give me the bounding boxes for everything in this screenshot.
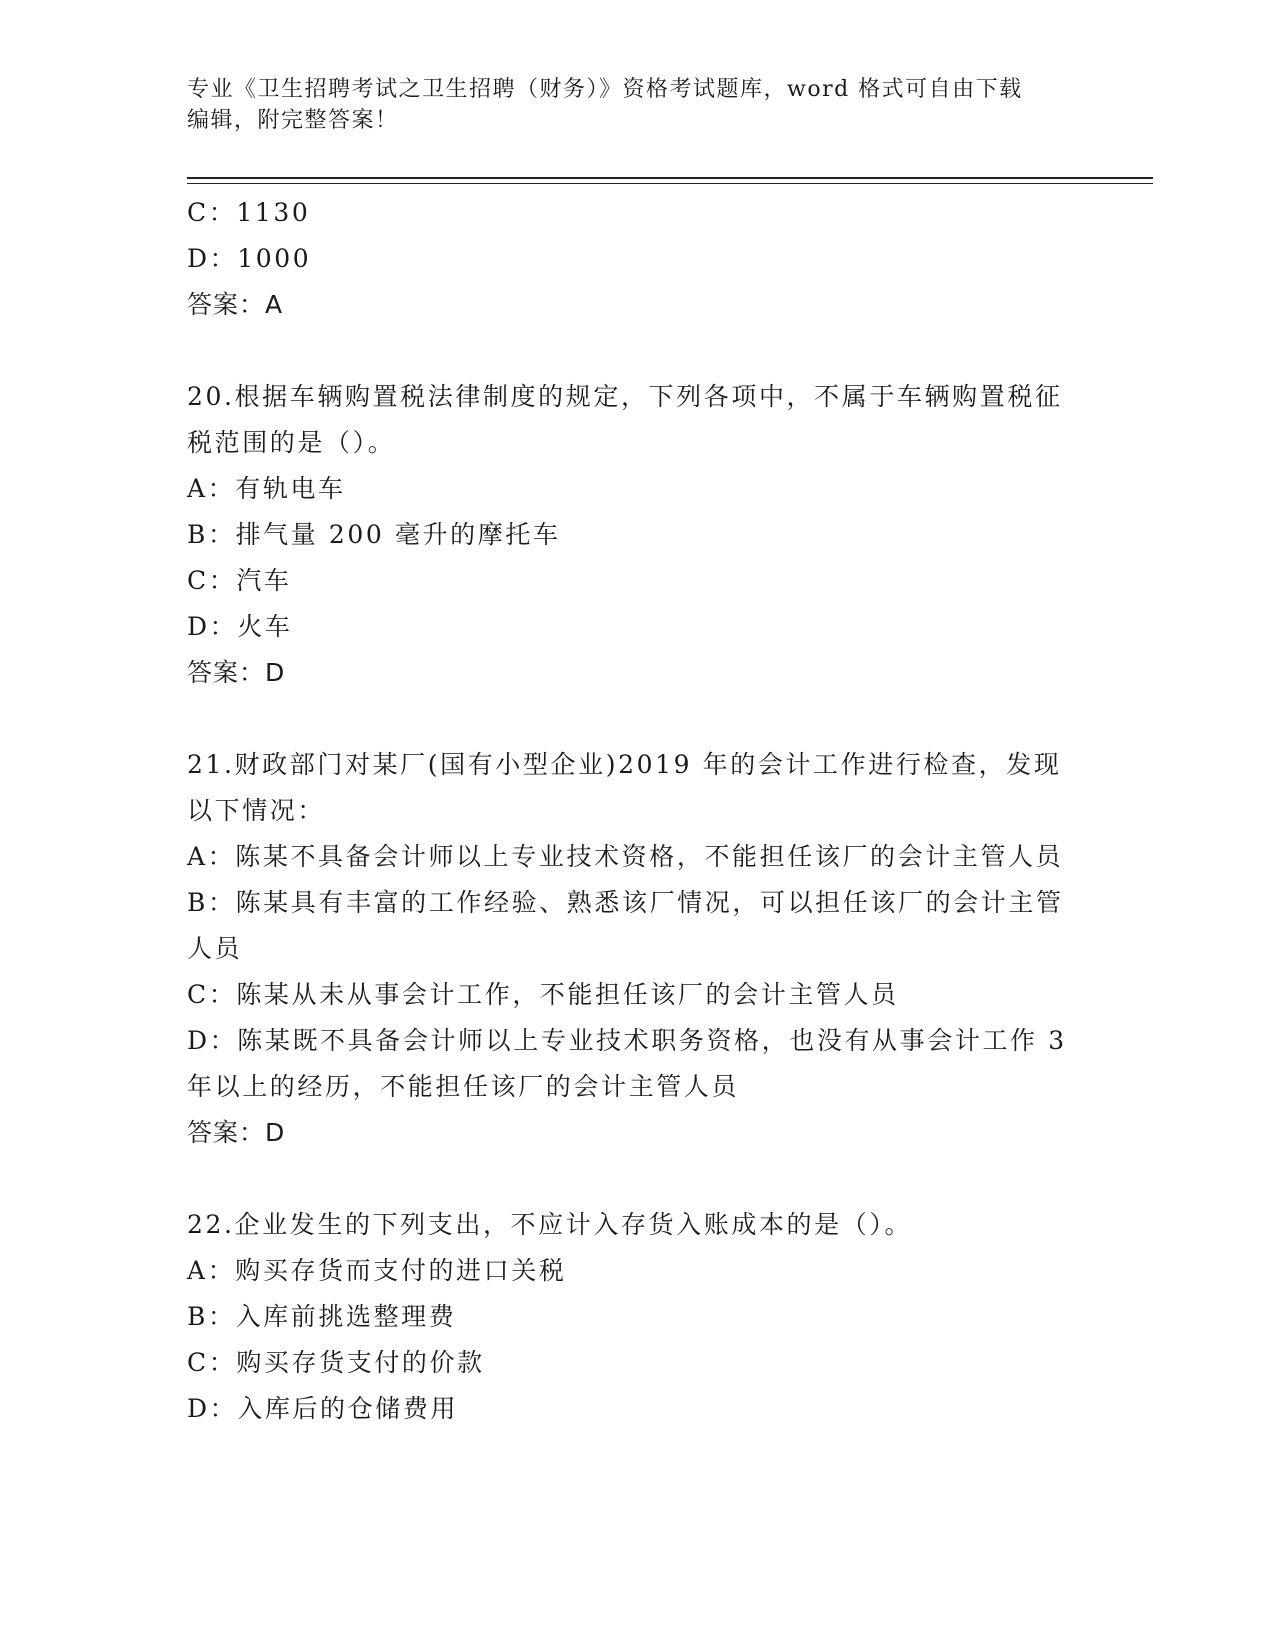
answer: 答案：D xyxy=(187,1118,286,1147)
header-line-2: 编辑，附完整答案！ xyxy=(187,108,399,133)
question-22 xyxy=(187,1202,1087,1432)
option-d: D：入库后的仓储费用 xyxy=(187,1394,459,1423)
answer: 答案：D xyxy=(187,658,286,687)
header-divider-thick xyxy=(187,177,1153,179)
option-d: D：1000 xyxy=(187,244,312,273)
question-stem: 20.根据车辆购置税法律制度的规定，下列各项中，不属于车辆购置税征税范围的是（）。 xyxy=(187,382,1063,457)
option-c: C：陈某从未从事会计工作，不能担任该厂的会计主管人员 xyxy=(187,980,899,1009)
option-c: C：1130 xyxy=(187,198,311,227)
option-b: B：排气量 200 毫升的摩托车 xyxy=(187,520,561,549)
question-stem: 21.财政部门对某厂(国有小型企业)2019 年的会计工作进行检查，发现以下情况： xyxy=(187,750,1062,825)
option-d: D：陈某既不具备会计师以上专业技术职务资格，也没有从事会计工作 3 年以上的经历，不能担任该厂的会计主管人员 xyxy=(187,1026,1067,1101)
header-line-1: 专业《卫生招聘考试之卫生招聘（财务）》资格考试题库，word 格式可自由下载 xyxy=(187,77,1023,102)
option-c: C：购买存货支付的价款 xyxy=(187,1348,485,1377)
question-20 xyxy=(187,374,1087,696)
question-stem: 22.企业发生的下列支出，不应计入存货入账成本的是（）。 xyxy=(187,1210,913,1239)
option-a: A：陈某不具备会计师以上专业技术资格，不能担任该厂的会计主管人员 xyxy=(187,842,1064,871)
option-b: B：入库前挑选整理费 xyxy=(187,1302,457,1331)
question-19-tail xyxy=(187,190,1087,328)
option-c: C：汽车 xyxy=(187,566,292,595)
option-d: D：火车 xyxy=(187,612,293,641)
document-body xyxy=(187,190,1087,1432)
option-a: A：购买存货而支付的进口关税 xyxy=(187,1256,567,1285)
document-header xyxy=(187,74,1087,136)
header-divider-thin xyxy=(187,183,1153,184)
question-21 xyxy=(187,742,1087,1156)
answer: 答案：A xyxy=(187,290,284,319)
option-b: B：陈某具有丰富的工作经验、熟悉该厂情况，可以担任该厂的会计主管人员 xyxy=(187,888,1064,963)
option-a: A：有轨电车 xyxy=(187,474,346,503)
